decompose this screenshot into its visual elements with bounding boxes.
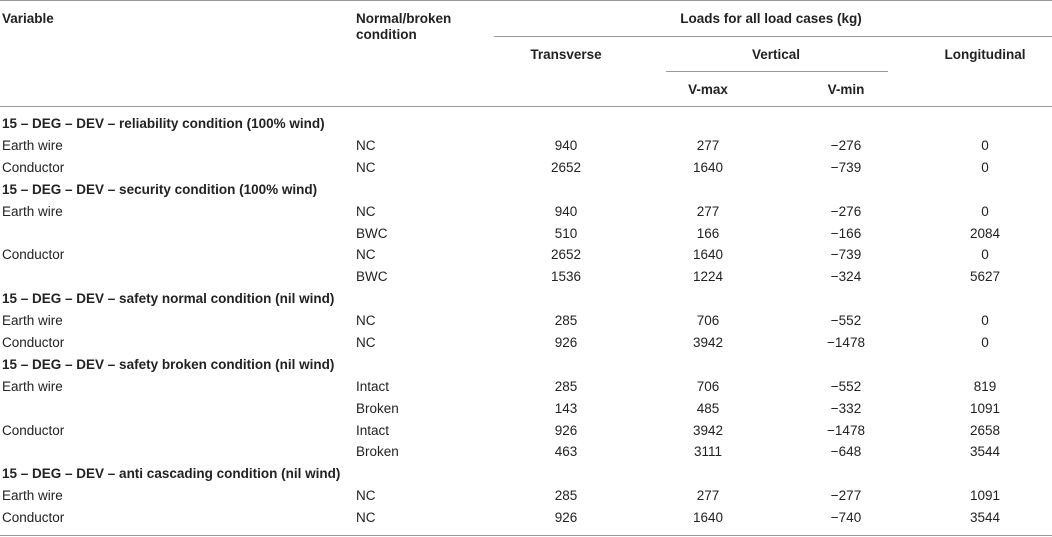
cell-vmax: 485 <box>696 401 720 416</box>
cell-vmax: 1640 <box>692 510 724 525</box>
cell-longitudinal: 3544 <box>969 510 1001 525</box>
cell-longitudinal: 5627 <box>969 269 1001 284</box>
cell-vmax: 1224 <box>692 269 724 284</box>
section-title: 15 – DEG – DEV – anti cascading condition (nil wind) <box>2 466 341 481</box>
cell-longitudinal: 0 <box>981 204 989 219</box>
cell-transverse: 1536 <box>550 269 582 284</box>
cell-longitudinal: 3544 <box>969 444 1001 459</box>
cell-condition: NC <box>356 204 376 219</box>
cell-vmax: 706 <box>696 379 720 394</box>
cell-longitudinal: 0 <box>981 247 989 262</box>
cell-condition: Broken <box>356 401 399 416</box>
cell-variable: Conductor <box>2 510 65 525</box>
cell-longitudinal: 819 <box>973 379 997 394</box>
cell-transverse: 2652 <box>550 160 582 175</box>
cell-variable: Earth wire <box>2 204 63 219</box>
header-longitudinal: Longitudinal <box>944 47 1026 62</box>
cell-condition: NC <box>356 488 376 503</box>
cell-condition: NC <box>356 335 376 350</box>
cell-variable: Conductor <box>2 423 65 438</box>
cell-longitudinal: 0 <box>981 138 989 153</box>
header-condition-line2: condition <box>356 27 417 42</box>
cell-vmin: −276 <box>830 138 862 153</box>
vertical-underline <box>666 71 888 72</box>
header-vmin: V-min <box>827 82 865 97</box>
section-title: 15 – DEG – DEV – security condition (100% wind) <box>2 182 318 197</box>
cell-vmin: −166 <box>830 226 862 241</box>
header-vmax: V-max <box>688 82 728 97</box>
cell-transverse: 926 <box>554 335 578 350</box>
cell-variable: Earth wire <box>2 313 63 328</box>
cell-condition: NC <box>356 313 376 328</box>
cell-condition: NC <box>356 247 376 262</box>
header-variable: Variable <box>2 11 54 26</box>
cell-vmin: −332 <box>830 401 862 416</box>
cell-transverse: 926 <box>554 510 578 525</box>
cell-variable: Earth wire <box>2 379 63 394</box>
section-title: 15 – DEG – DEV – safety broken condition (nil wind) <box>2 357 335 372</box>
cell-transverse: 463 <box>554 444 578 459</box>
cell-longitudinal: 2658 <box>969 423 1001 438</box>
cell-longitudinal: 1091 <box>969 401 1001 416</box>
cell-vmax: 1640 <box>692 160 724 175</box>
cell-transverse: 940 <box>554 138 578 153</box>
top-rule <box>0 0 1052 1</box>
cell-condition: BWC <box>356 226 388 241</box>
cell-vmin: −739 <box>830 247 862 262</box>
cell-condition: Broken <box>356 444 399 459</box>
cell-vmax: 166 <box>696 226 720 241</box>
cell-variable: Conductor <box>2 247 65 262</box>
cell-variable: Conductor <box>2 160 65 175</box>
cell-transverse: 285 <box>554 488 578 503</box>
cell-longitudinal: 0 <box>981 335 989 350</box>
header-vertical: Vertical <box>751 47 801 62</box>
cell-transverse: 510 <box>554 226 578 241</box>
loads-underline <box>494 36 1052 37</box>
cell-vmin: −1478 <box>827 423 865 438</box>
cell-longitudinal: 0 <box>981 313 989 328</box>
cell-transverse: 940 <box>554 204 578 219</box>
cell-vmax: 3942 <box>692 423 724 438</box>
cell-variable: Earth wire <box>2 488 63 503</box>
cell-vmin: −739 <box>830 160 862 175</box>
section-title: 15 – DEG – DEV – safety normal condition (nil wind) <box>2 291 335 306</box>
cell-transverse: 285 <box>554 313 578 328</box>
cell-vmin: −324 <box>830 269 862 284</box>
cell-condition: NC <box>356 138 376 153</box>
cell-condition: Intact <box>356 379 390 394</box>
cell-condition: NC <box>356 510 376 525</box>
cell-longitudinal: 0 <box>981 160 989 175</box>
cell-condition: BWC <box>356 269 388 284</box>
header-loads: Loads for all load cases (kg) <box>680 11 862 26</box>
header-bottom-rule <box>0 106 1052 107</box>
cell-transverse: 2652 <box>550 247 582 262</box>
cell-variable: Earth wire <box>2 138 63 153</box>
cell-vmax: 277 <box>696 488 720 503</box>
cell-vmin: −648 <box>830 444 862 459</box>
header-condition-line1: Normal/broken <box>356 11 452 26</box>
cell-longitudinal: 2084 <box>969 226 1001 241</box>
cell-condition: Intact <box>356 423 390 438</box>
cell-vmax: 277 <box>696 138 720 153</box>
cell-vmin: −740 <box>830 510 862 525</box>
header-transverse: Transverse <box>530 47 602 62</box>
cell-vmin: −276 <box>830 204 862 219</box>
cell-transverse: 143 <box>554 401 578 416</box>
cell-vmin: −1478 <box>827 335 865 350</box>
cell-vmax: 1640 <box>692 247 724 262</box>
cell-vmax: 3111 <box>693 444 723 459</box>
cell-vmax: 3942 <box>692 335 724 350</box>
cell-vmax: 277 <box>696 204 720 219</box>
cell-variable: Conductor <box>2 335 65 350</box>
cell-vmin: −552 <box>830 379 862 394</box>
section-title: 15 – DEG – DEV – reliability condition (100% wind) <box>2 116 325 131</box>
bottom-rule <box>0 535 1052 536</box>
cell-transverse: 926 <box>554 423 578 438</box>
cell-vmin: −552 <box>830 313 862 328</box>
cell-transverse: 285 <box>554 379 578 394</box>
cell-longitudinal: 1091 <box>969 488 1001 503</box>
cell-vmax: 706 <box>696 313 720 328</box>
cell-condition: NC <box>356 160 376 175</box>
cell-vmin: −277 <box>830 488 862 503</box>
